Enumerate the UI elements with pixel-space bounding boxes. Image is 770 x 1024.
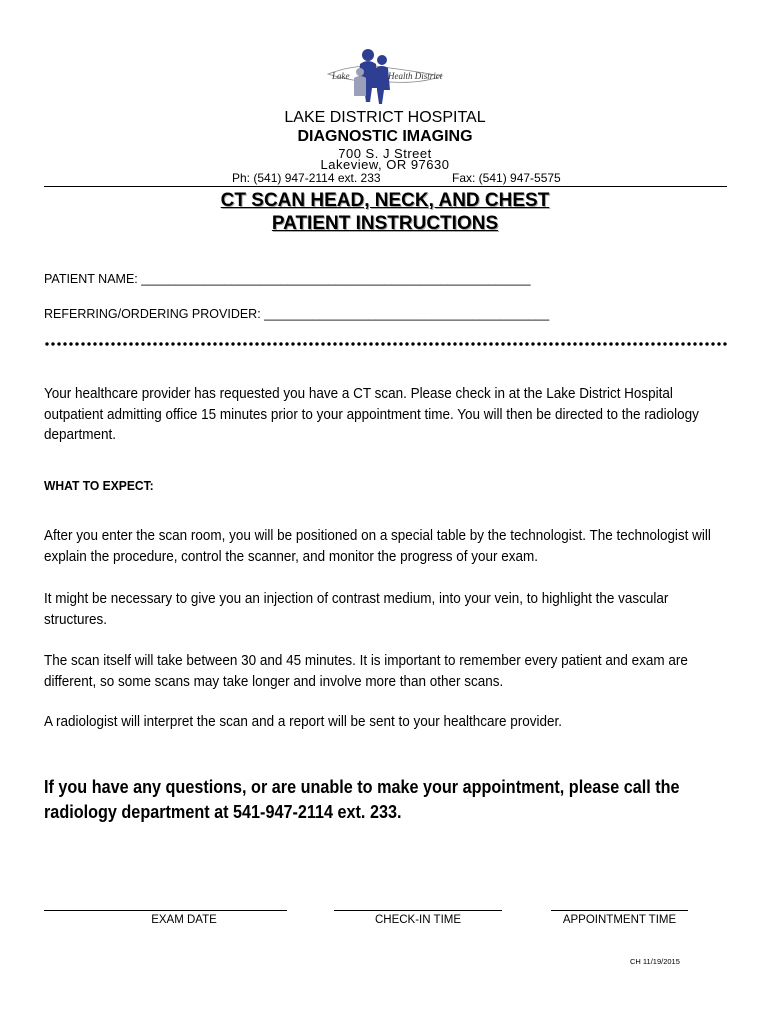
street-address: 700 S. J Street xyxy=(338,146,432,161)
fax-number: Fax: (541) 947-5575 xyxy=(452,171,561,185)
phone-number: Ph: (541) 947-2114 ext. 233 xyxy=(232,171,381,185)
report-paragraph: A radiologist will interpret the scan and a report will be sent to your healthcare provider. xyxy=(44,714,562,730)
hospital-name: LAKE DISTRICT HOSPITAL xyxy=(284,109,486,126)
dotted-divider xyxy=(44,341,727,347)
contact-callout: If you have any questions, or are unable to make your appointment, please call the radiology department at 541-947-2114 ext. 233. xyxy=(44,777,680,822)
duration-paragraph: The scan itself will take between 30 and 45 minutes. It is important to remember every patient and exam are different, so some scans may take longer and involve more than other scans. xyxy=(44,653,688,690)
document-title: CT SCAN HEAD, NECK, AND CHEST xyxy=(220,190,550,211)
logo-lake-text: Lake xyxy=(332,71,350,81)
referring-provider-field: REFERRING/ORDERING PROVIDER: _________________________________________ xyxy=(44,307,550,321)
lake-health-district-logo-icon xyxy=(320,44,450,110)
patient-name-field: PATIENT NAME: ________________________________________________________ xyxy=(44,272,531,286)
city-address: Lakeview, OR 97630 xyxy=(320,157,450,172)
what-to-expect-heading: WHAT TO EXPECT: xyxy=(44,478,154,493)
contrast-paragraph: It might be necessary to give you an injection of contrast medium, into your vein, to highlight the vascular structures. xyxy=(44,591,669,628)
department-name: DIAGNOSTIC IMAGING xyxy=(297,128,473,145)
scan-room-paragraph: After you enter the scan room, you will be positioned on a special table by the technologist. The technologist will explain the procedure, control the scanner, and monitor the progress of your exam. xyxy=(44,528,711,565)
appointment-time-line xyxy=(551,910,688,911)
check-in-time-line xyxy=(334,910,502,911)
exam-date-line xyxy=(44,910,287,911)
intro-paragraph: Your healthcare provider has requested you have a CT scan. Please check in at the Lake District Hospital outpatient admitting office 15 minutes prior to your appointment time. You will then be directed to the radiology department. xyxy=(44,386,699,443)
exam-date-label: EXAM DATE xyxy=(151,914,217,926)
document-subtitle: PATIENT INSTRUCTIONS xyxy=(271,213,499,234)
check-in-time-label: CHECK-IN TIME xyxy=(374,914,462,926)
appointment-time-label: APPOINTMENT TIME xyxy=(562,914,677,926)
logo-health-district-text: Health District xyxy=(388,71,443,81)
header-divider xyxy=(44,186,727,187)
revision-code: CH 11/19/2015 xyxy=(630,957,680,966)
